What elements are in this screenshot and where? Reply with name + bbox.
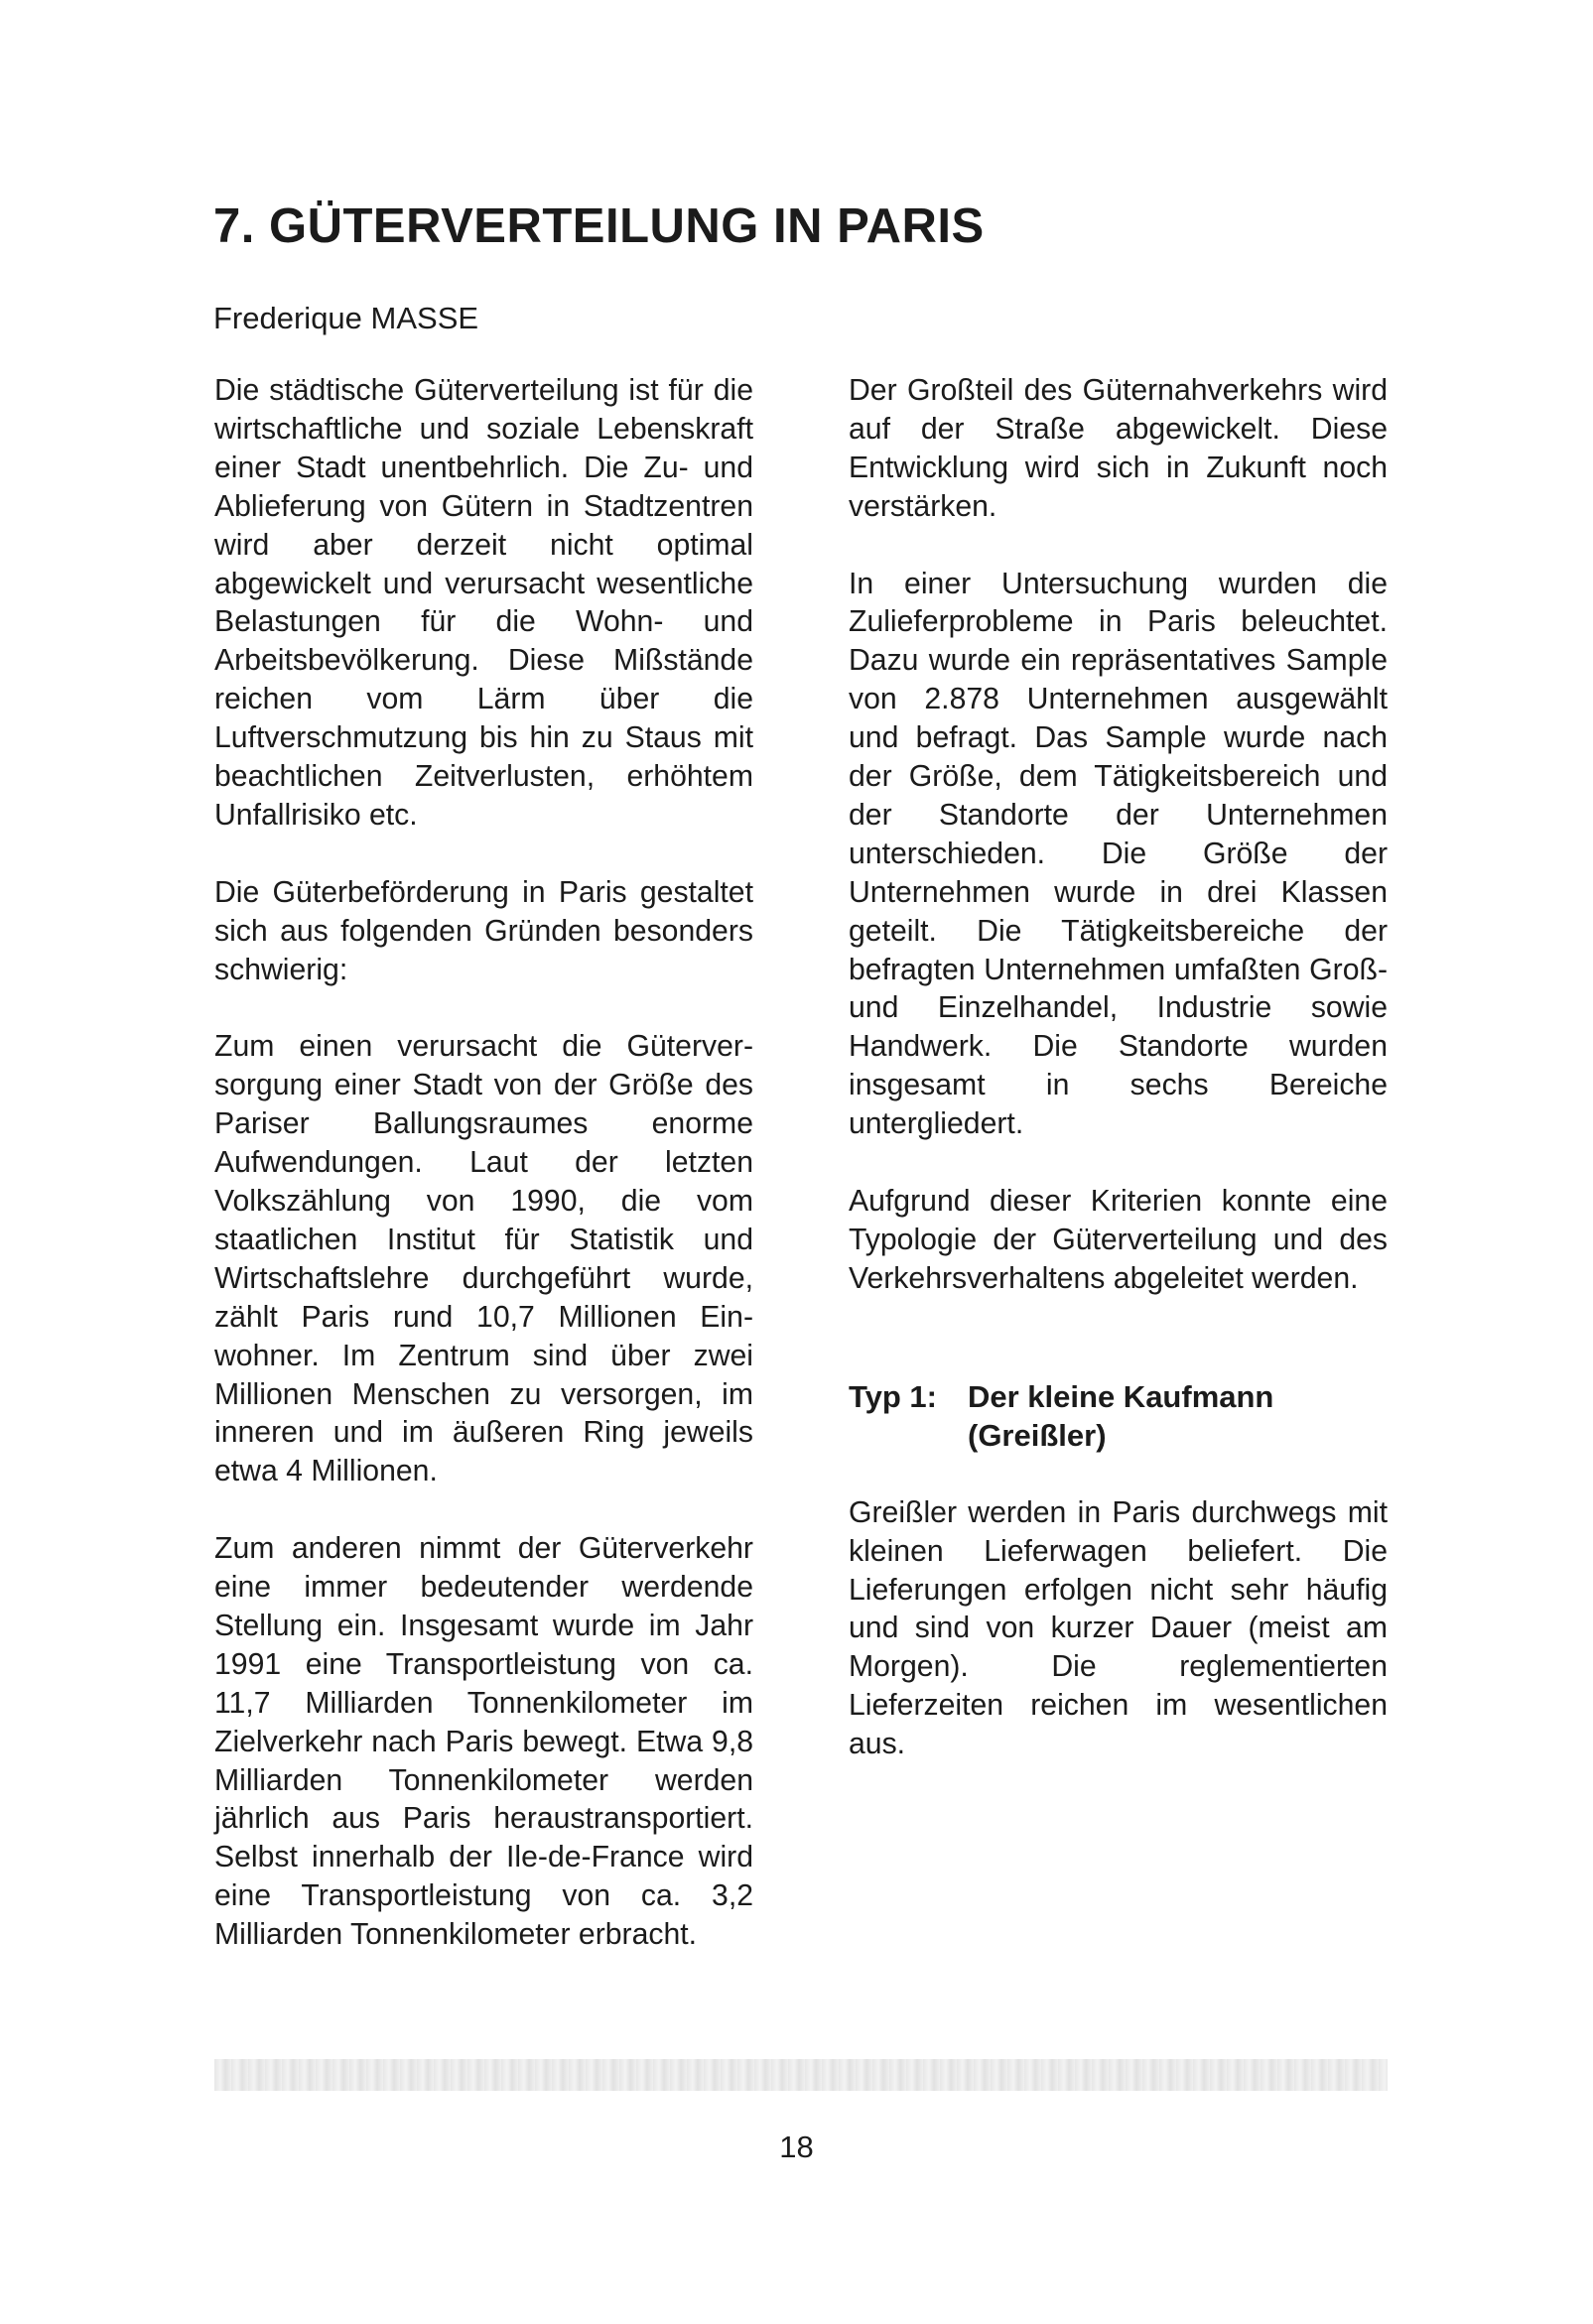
paragraph: Zum anderen nimmt der Güterverkehr eine immer bedeutender werdende Stellung ein. Insgesamt wurde im Jahr 1991 eine Transportleistung von ca. 11,7 Milliarden Tonnenkilometer im Zielverkehr nach Paris bewegt. Etwa 9,8 Milliarden Tonnenkilometer werden jährlich aus Paris heraustransportiert. Selbst innerhalb der Ile-de-France wird eine Transportleistung von ca. 3,2 Milliarden Tonnenkilometer erbracht.: [214, 1532, 753, 1952]
paragraph: In einer Untersuchung wurden die Zulieferprobleme in Paris beleuchtet. Dazu wurde ein repräsentatives Sample von 2.878 Unternehmen ausgewählt und befragt. Das Sample wurde nach der Größe, dem Tätigkeitsbereich und der Standorte der Unternehmen unterschieden. Die Größe der Unternehmen wurde in drei Klassen geteilt. Die Tätigkeitsbereiche der befragten Unternehmen umfaßten Groß- und Einzelhandel, Industrie sowie Handwerk. Die Standorte wurden insgesamt in sechs Bereiche untergliedert.: [849, 567, 1388, 1141]
typ1-title-line1: Der kleine Kaufmann: [968, 1378, 1274, 1414]
paragraph: Zum einen verursacht die Güterversorgung einer Stadt von der Größe des Pariser Ballungsraumes enorme Aufwendungen. Laut der letzten Volkszählung von 1990, die vom staatlichen Institut für Statistik und Wirtschaftslehre durchgeführt wurde, zählt Paris rund 10,7 Millionen Einwohner. Im Zentrum sind über zwei Millionen Menschen zu versorgen, im inneren und im äußeren Ring jeweils etwa 4 Millionen.: [214, 1030, 753, 1488]
page-number: 18: [779, 2130, 814, 2164]
paragraph: Die Güterbeförderung in Paris gestaltet sich aus folgenden Gründen besonders schwierig:: [214, 875, 753, 986]
paragraph: Der Großteil des Güternahverkehrs wird auf der Straße abgewickelt. Diese Entwicklung wird sich in Zukunft noch verstärken.: [849, 374, 1388, 523]
right-column: [849, 372, 1388, 1764]
typ1-title: [968, 1377, 1273, 1455]
left-column: [214, 372, 753, 1955]
paragraph: Greißler werden in Paris durchwegs mit kleinen Lieferwagen beliefert. Die Lieferungen erfolgen nicht sehr häufig und sind von kurzer Dauer (meist am Morgen). Die reglementierten Lieferzeiten reichen im wesentlichen aus.: [849, 1495, 1388, 1761]
section-heading-typ1: [849, 1377, 1388, 1455]
typ1-label: Typ 1:: [849, 1378, 937, 1414]
author-name: Frederique MASSE: [213, 301, 479, 335]
scan-artifact-strip: [214, 2059, 1388, 2091]
chapter-title: 7. GÜTERVERTEILUNG IN PARIS: [213, 199, 985, 253]
typ1-title-line2: (Greißler): [968, 1417, 1107, 1453]
paragraph: Die städtische Güterverteilung ist für die wirtschaftliche und soziale Lebenskraft einer Stadt unentbehrlich. Die Zu- und Ablieferung von Gütern in Stadtzentren wird aber derzeit nicht optimal abgewickelt und verursacht wesentliche Belastungen für die Wohn- und Arbeitsbevölkerung. Diese Mißstände reichen vom Lärm über die Luftverschmutzung bis hin zu Staus mit beachtlichen Zeitverlusten, erhöhtem Unfallrisiko etc.: [214, 374, 753, 832]
paragraph: Aufgrund dieser Kriterien konnte eine Typologie der Güterverteilung und des Verkehrsverhaltens abgeleitet werden.: [849, 1185, 1388, 1295]
